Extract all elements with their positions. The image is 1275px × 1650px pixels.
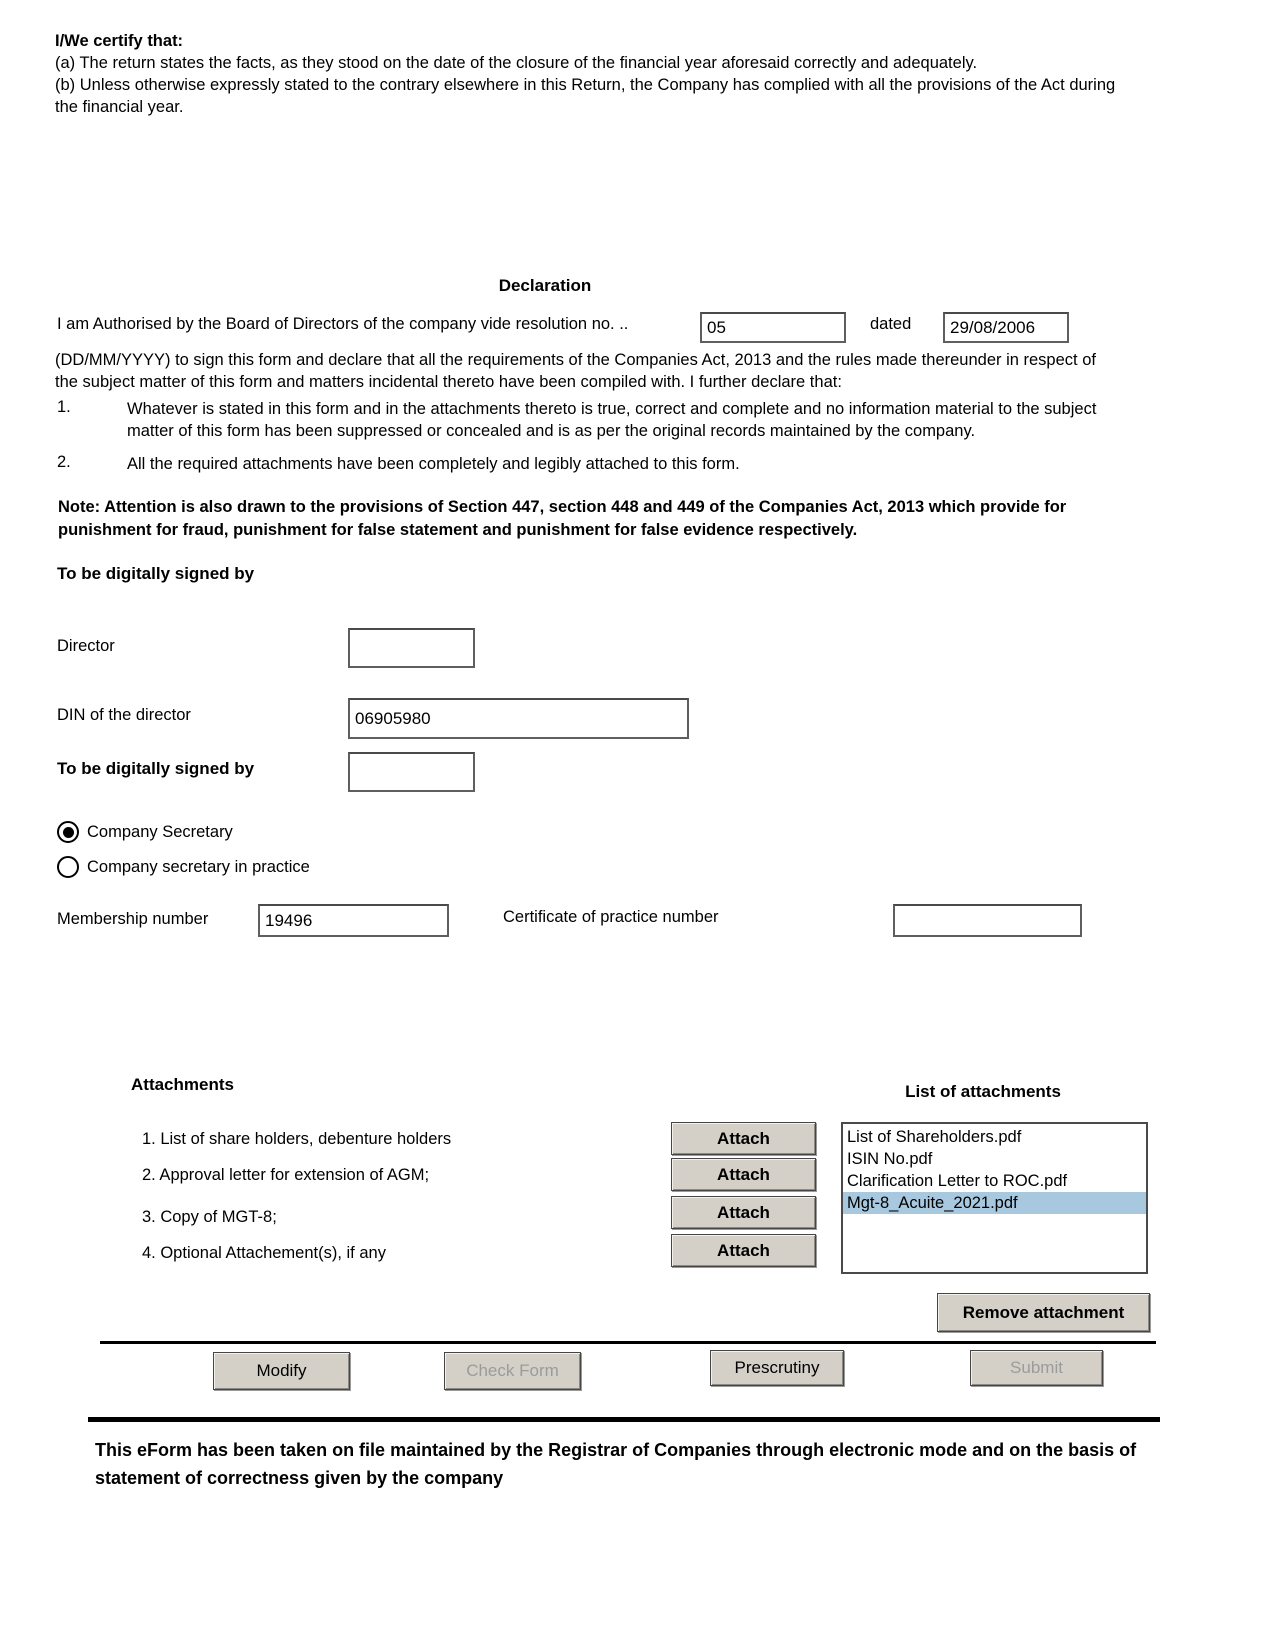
attach-button-4[interactable]: Attach	[671, 1234, 816, 1267]
din-label: DIN of the director	[57, 706, 191, 724]
modify-button[interactable]: Modify	[213, 1352, 350, 1390]
attachment-file-item[interactable]: Clarification Letter to ROC.pdf	[847, 1172, 1068, 1190]
radio-company-secretary-in-practice[interactable]	[57, 856, 310, 878]
footer-statement: This eForm has been taken on file maintained by the Registrar of Companies through electronic mode and on the basis of statement of correctness given by the company	[95, 1440, 1137, 1488]
declaration-intro-suffix: (DD/MM/YYYY) to sign this form and declare that all the requirements of the Companies Act, 2013 and the rules made thereunder in respect of the subject matter of this form and matters incidental thereto have been compiled with. I further declare that:	[55, 351, 1096, 391]
radio-company-secretary[interactable]	[57, 821, 233, 843]
second-dsc-box[interactable]	[348, 752, 475, 792]
attachment-row-label-2: 2. Approval letter for extension of AGM;	[142, 1166, 430, 1184]
check-form-button[interactable]: Check Form	[444, 1352, 581, 1390]
declaration-intro-prefix: I am Authorised by the Board of Directors of the company vide resolution no. ..	[57, 315, 629, 333]
declaration-item-2-num: 2.	[57, 453, 71, 471]
declaration-item-2-text: All the required attachments have been completely and legibly attached to this form.	[127, 455, 740, 473]
resolution-number-input[interactable]	[700, 312, 846, 343]
declaration-note: Note: Attention is also drawn to the provisions of Section 447, section 448 and 449 of the Companies Act, 2013 which provide for punishment for fraud, punishment for false statement and punishment for false evidence respectively.	[58, 498, 1067, 539]
declaration-item-1-num: 1.	[57, 398, 71, 416]
prescrutiny-button[interactable]: Prescrutiny	[710, 1350, 844, 1386]
remove-attachment-button[interactable]: Remove attachment	[937, 1293, 1150, 1332]
attachment-file-item[interactable]: List of Shareholders.pdf	[847, 1128, 1022, 1146]
declaration-item-1-text: Whatever is stated in this form and in the attachments thereto is true, correct and complete and no information material to the subject matter of this form has been suppressed or concealed and is as per the original records maintained by the company.	[127, 400, 1097, 440]
director-label: Director	[57, 637, 115, 655]
attachment-row-label-3: 3. Copy of MGT-8;	[142, 1208, 277, 1226]
attach-button-2[interactable]: Attach	[671, 1158, 816, 1191]
digitally-signed-heading-1: To be digitally signed by	[57, 564, 255, 583]
list-of-attachments-heading: List of attachments	[905, 1082, 1061, 1101]
resolution-date-value: 29/08/2006	[950, 317, 1036, 337]
certificate-of-practice-label: Certificate of practice number	[503, 908, 719, 926]
certify-line-a: (a) The return states the facts, as they stood on the date of the closure of the financial year aforesaid correctly and adequately.	[55, 54, 978, 72]
attachment-row-label-4: 4. Optional Attachement(s), if any	[142, 1244, 386, 1262]
membership-number-input[interactable]	[258, 904, 449, 937]
attachment-file-item[interactable]: ISIN No.pdf	[847, 1150, 933, 1168]
attachment-file-item[interactable]: Mgt-8_Acuite_2021.pdf	[843, 1192, 1146, 1214]
declaration-title: Declaration	[498, 276, 592, 295]
dated-label: dated	[870, 315, 912, 333]
attach-button-1[interactable]: Attach	[671, 1122, 816, 1155]
separator-line-thin	[100, 1341, 1156, 1344]
certificate-of-practice-input[interactable]	[893, 904, 1082, 937]
director-dsc-box[interactable]	[348, 628, 475, 668]
radio-company-secretary-label: Company Secretary	[87, 822, 233, 841]
attach-button-3[interactable]: Attach	[671, 1196, 816, 1229]
attachments-listbox[interactable]	[841, 1122, 1148, 1274]
certification-block	[55, 30, 1123, 118]
radio-company-secretary-in-practice-label: Company secretary in practice	[87, 857, 310, 876]
din-value: 06905980	[355, 708, 431, 728]
resolution-date-input[interactable]	[943, 312, 1069, 343]
attachment-row-label-1: 1. List of share holders, debenture holders	[142, 1130, 452, 1148]
submit-button[interactable]: Submit	[970, 1350, 1103, 1386]
digitally-signed-heading-2: To be digitally signed by	[57, 759, 255, 778]
resolution-number-value: 05	[707, 317, 726, 337]
radio-button-icon[interactable]	[57, 856, 79, 878]
certify-heading: I/We certify that:	[55, 32, 184, 50]
membership-number-value: 19496	[265, 910, 313, 930]
membership-number-label: Membership number	[57, 910, 209, 928]
radio-button-icon[interactable]	[57, 821, 79, 843]
separator-line-thick	[88, 1417, 1160, 1422]
attachments-heading: Attachments	[131, 1075, 234, 1094]
certify-line-b: (b) Unless otherwise expressly stated to the contrary elsewhere in this Return, the Company has complied with all the provisions of the Act during the financial year.	[55, 76, 1116, 116]
din-input[interactable]	[348, 698, 689, 739]
